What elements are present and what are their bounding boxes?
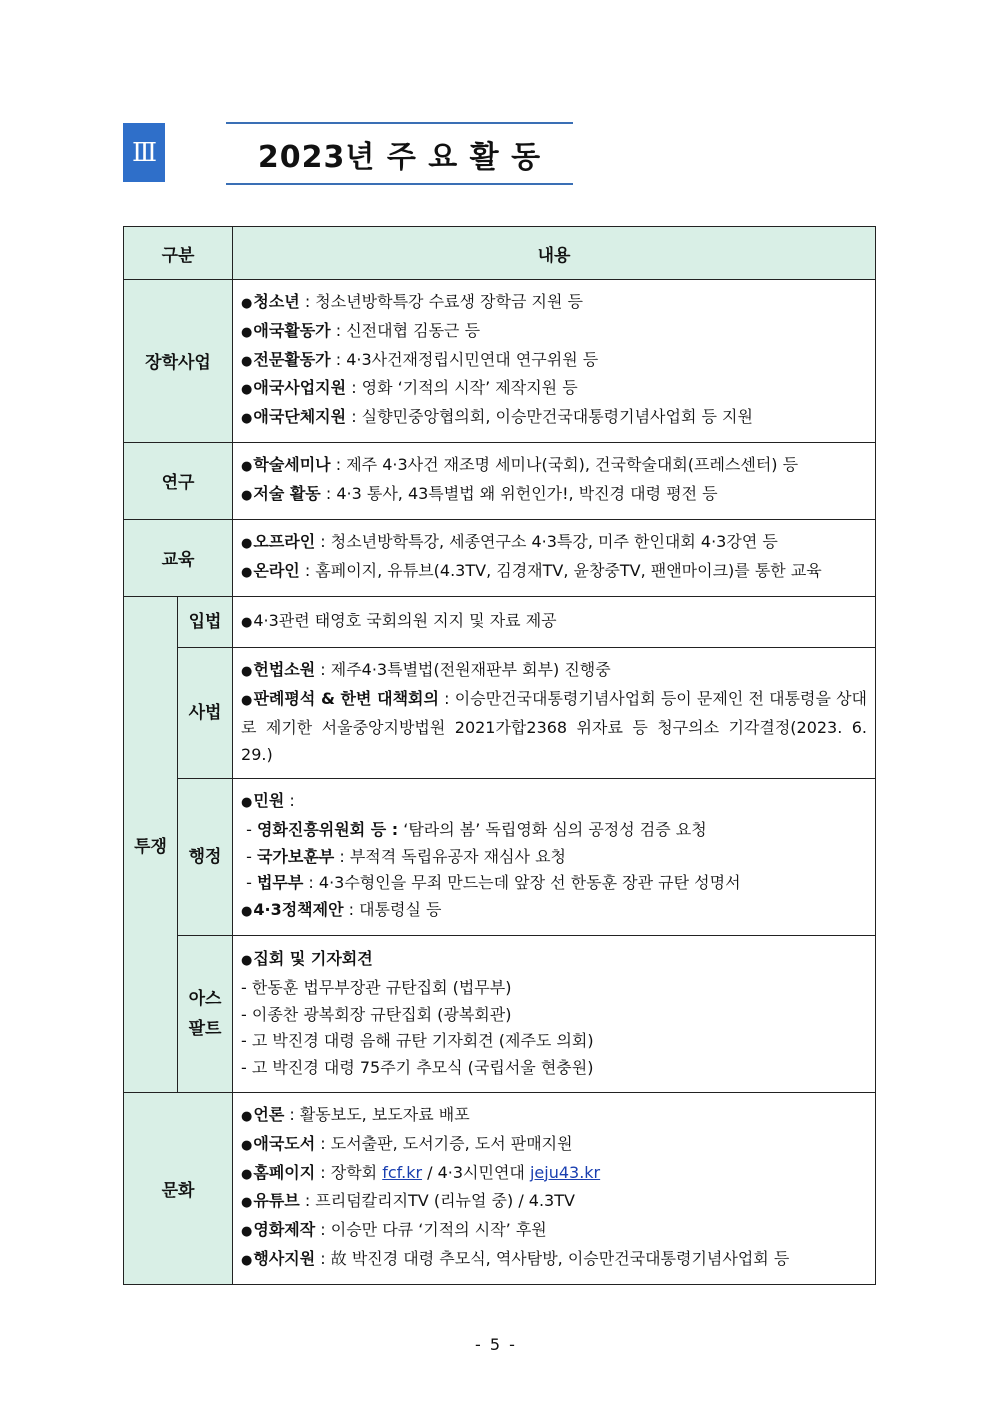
item-text: / 4·3시민연대 — [422, 1162, 530, 1182]
item-text: : 도서출판, 도서기증, 도서 판매지원 — [315, 1133, 573, 1153]
list-item — [241, 375, 867, 404]
category-research: 연구 — [124, 442, 233, 519]
item-label: 애국활동가 — [253, 320, 331, 340]
bullet-icon: ● — [241, 1166, 253, 1182]
item-text: 4·3관련 태영호 국회의원 지지 및 자료 제공 — [253, 610, 557, 630]
content-asphalt — [233, 935, 876, 1092]
content-legislation — [233, 596, 876, 647]
bullet-icon: ● — [241, 353, 253, 369]
list-item — [241, 1102, 867, 1131]
item-label: 전문활동가 — [253, 349, 331, 369]
row-scholarship — [124, 280, 876, 443]
row-research — [124, 442, 876, 519]
bullet-icon: ● — [241, 487, 253, 503]
row-struggle-judicial — [124, 647, 876, 778]
item-text: : 4·3사건재정립시민연대 연구위원 등 — [330, 349, 599, 369]
row-struggle-asphalt — [124, 935, 876, 1092]
bullet-icon: ● — [241, 1137, 253, 1153]
bullet-icon: ● — [241, 904, 253, 920]
list-item — [241, 897, 867, 926]
list-item — [241, 481, 867, 510]
bullet-icon: ● — [241, 614, 253, 630]
subcategory-judicial: 사법 — [178, 647, 233, 778]
list-item — [241, 452, 867, 481]
subcategory-label-line: 팔트 — [188, 1018, 222, 1039]
item-label: 오프라인 — [253, 532, 316, 552]
category-scholarship: 장학사업 — [124, 280, 233, 443]
item-text: : 4·3수형인을 무죄 만드는데 앞장 선 한동훈 장관 규탄 성명서 — [303, 873, 741, 893]
subcategory-label-line: 아스 — [188, 988, 222, 1009]
content-judicial — [233, 647, 876, 778]
bullet-icon: ● — [241, 459, 253, 475]
bullet-icon: ● — [241, 693, 253, 709]
item-label: 4·3정책제안 — [253, 900, 344, 920]
sub-list-item: - 이종찬 광복회장 규탄집회 (광복회관) — [241, 1004, 512, 1024]
item-text: : 제주4·3특별법(전원재판부 회부) 진행중 — [315, 660, 611, 680]
item-label: 영화진흥위원회 등 : — [256, 819, 399, 839]
bullet-icon: ● — [241, 794, 253, 810]
list-item — [241, 347, 867, 376]
item-text: : 활동보도, 보도자료 배포 — [284, 1104, 470, 1124]
item-text: : 홈페이지, 유튜브(4.3TV, 김경재TV, 윤창중TV, 팬앤마이크)를 통한 교육 — [299, 560, 822, 580]
content-research — [233, 442, 876, 519]
item-label: 민원 — [253, 790, 285, 810]
item-text: : 실향민중앙협의회, 이승만건국대통령기념사업회 등 지원 — [346, 407, 753, 427]
sub-list-item: - 영화진흥위원회 등 : ‘탐라의 봄’ 독립영화 심의 공정성 검증 요청 — [241, 819, 707, 839]
sub-list-item: - 국가보훈부 : 부적격 독립유공자 재심사 요청 — [241, 846, 566, 866]
item-text: : 청소년방학특강 수료생 장학금 지원 등 — [299, 292, 583, 311]
section-number-badge: Ⅲ — [123, 123, 165, 182]
list-item — [241, 1217, 867, 1246]
bullet-icon: ● — [241, 564, 253, 580]
item-label: 영화제작 — [253, 1220, 316, 1240]
list-item — [241, 608, 867, 637]
item-text: : 제주 4·3사건 재조명 세미나(국회), 건국학술대회(프레스센터) 등 — [330, 455, 799, 475]
item-label: 판례평석 & 한변 대책회의 — [253, 689, 439, 709]
item-label: 언론 — [253, 1104, 285, 1124]
item-label: 홈페이지 — [253, 1162, 316, 1182]
item-text: ‘탐라의 봄’ 독립영화 심의 공정성 검증 요청 — [398, 819, 707, 839]
header-content: 내용 — [233, 227, 876, 280]
item-label: 애국사업지원 — [253, 378, 347, 398]
item-text: : 장학회 — [315, 1162, 383, 1182]
sub-list-item: - 고 박진경 대령 75주기 추모식 (국립서울 현충원) — [241, 1058, 594, 1078]
item-text: : — [284, 790, 295, 810]
category-culture: 문화 — [124, 1092, 233, 1284]
item-text: : 이승만건국대통령기념사업회 등이 문제인 전 대통령을 상대로 제기한 서울중앙지방법원 2021가합2368 위자료 등 청구의소 기각결정(2023. 6. 29.) — [241, 689, 868, 764]
bullet-icon: ● — [241, 536, 253, 552]
list-item — [241, 1188, 867, 1217]
item-label: 온라인 — [253, 560, 300, 580]
item-text: : 청소년방학특강, 세종연구소 4·3특강, 미주 한인대회 4·3강연 등 — [315, 532, 778, 552]
bullet-icon: ● — [241, 952, 253, 968]
jeju43-link[interactable]: jeju43.kr — [529, 1162, 601, 1182]
bullet-icon: ● — [241, 1195, 253, 1211]
subcategory-administrative: 행정 — [178, 778, 233, 935]
item-label: 애국단체지원 — [253, 407, 347, 427]
list-item — [241, 318, 867, 347]
item-label: 집회 및 기자회견 — [253, 948, 373, 968]
row-education — [124, 519, 876, 596]
sub-list-item: - 고 박진경 대령 음해 규탄 기자회견 (제주도 의회) — [241, 1031, 594, 1051]
item-text: : 대통령실 등 — [343, 900, 442, 920]
category-struggle: 투쟁 — [124, 596, 178, 1092]
sub-list-item: - 한동훈 법무부장관 규탄집회 (법무부) — [241, 977, 512, 997]
list-item — [241, 289, 867, 318]
item-label: 저술 활동 — [253, 483, 321, 503]
item-label: 헌법소원 — [253, 660, 316, 680]
item-label: 청소년 — [253, 292, 300, 311]
item-text: : 부적격 독립유공자 재심사 요청 — [334, 846, 566, 866]
item-label: 행사지원 — [253, 1248, 316, 1268]
bullet-icon: ● — [241, 1108, 253, 1124]
activities-table — [123, 226, 876, 1285]
list-item — [241, 657, 867, 686]
row-struggle-legislation — [124, 596, 876, 647]
page-number: - 5 - — [475, 1335, 517, 1354]
subcategory-asphalt — [178, 935, 233, 1092]
list-item — [241, 686, 867, 768]
row-struggle-administrative — [124, 778, 876, 935]
bullet-icon: ● — [241, 411, 253, 427]
list-item — [241, 788, 867, 817]
list-item — [241, 529, 867, 558]
item-text: : 이승만 다큐 ‘기적의 시작’ 후원 — [315, 1220, 547, 1240]
bullet-icon: ● — [241, 324, 253, 340]
list-item — [241, 558, 867, 587]
bullet-icon: ● — [241, 1252, 253, 1268]
category-education: 교육 — [124, 519, 233, 596]
item-label: 국가보훈부 — [256, 846, 335, 866]
list-item — [241, 1246, 867, 1275]
item-text: : 4·3 통사, 43특별법 왜 위헌인가!, 박진경 대령 평전 등 — [320, 483, 718, 503]
table-header-row — [124, 227, 876, 280]
fcf-link[interactable]: fcf.kr — [382, 1162, 423, 1182]
content-culture — [233, 1092, 876, 1284]
item-label: 법무부 — [256, 873, 304, 893]
subcategory-legislation: 입법 — [178, 596, 233, 647]
list-item — [241, 1160, 867, 1189]
item-text: : 故 박진경 대령 추모식, 역사탐방, 이승만건국대통령기념사업회 등 — [315, 1248, 790, 1268]
row-culture — [124, 1092, 876, 1284]
content-administrative — [233, 778, 876, 935]
bullet-icon: ● — [241, 664, 253, 680]
item-text: : 신전대협 김동근 등 — [330, 320, 481, 340]
content-scholarship — [233, 280, 876, 443]
bullet-icon: ● — [241, 382, 253, 398]
item-label: 학술세미나 — [253, 455, 331, 475]
sub-list-item: - 법무부 : 4·3수형인을 무죄 만드는데 앞장 선 한동훈 장관 규탄 성명서 — [241, 873, 741, 893]
page-title: 2023년 주 요 활 동 — [226, 122, 573, 185]
item-label: 애국도서 — [253, 1133, 316, 1153]
content-education — [233, 519, 876, 596]
item-label: 유튜브 — [253, 1191, 300, 1211]
list-item — [241, 1131, 867, 1160]
bullet-icon: ● — [241, 1224, 253, 1240]
bullet-icon: ● — [241, 296, 253, 311]
list-item — [241, 404, 867, 433]
header-category: 구분 — [124, 227, 233, 280]
item-text: : 프리덤칼리지TV (리뉴얼 중) / 4.3TV — [299, 1191, 575, 1211]
item-text: : 영화 ‘기적의 시작’ 제작지원 등 — [346, 378, 578, 398]
list-item — [241, 946, 867, 975]
